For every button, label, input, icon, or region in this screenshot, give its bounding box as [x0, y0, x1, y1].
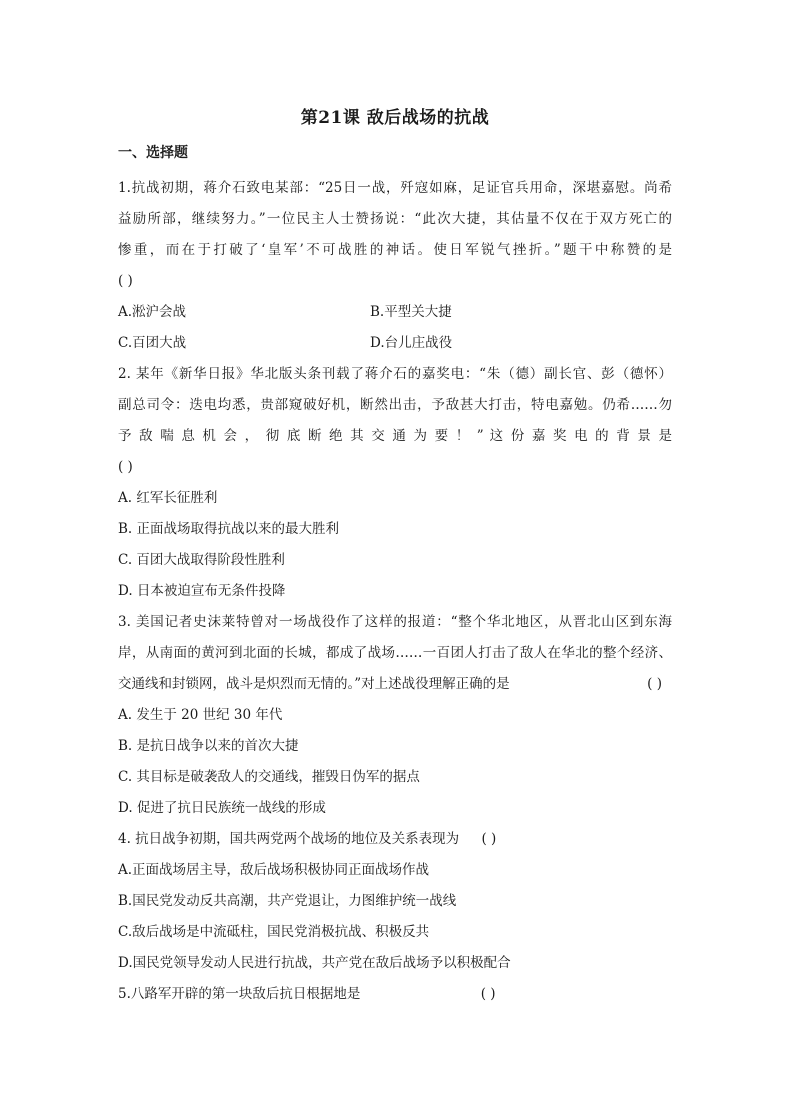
question-4-line-1-row [118, 824, 672, 855]
question-2 [118, 359, 672, 607]
question-5-answer-paren: ( ) [480, 986, 496, 1002]
question-4-answer-paren: ( ) [481, 831, 497, 847]
question-3 [118, 607, 672, 824]
question-2-line-2: 副总司令：迭电均悉，贵部窥破好机，断然出击，予敌甚大打击，特电嘉勉。仍希……勿 [118, 397, 672, 413]
question-1 [118, 173, 672, 359]
option-c: C. 其目标是破袭敌人的交通线，摧毁日伪军的据点 [118, 769, 420, 785]
option-c: C.百团大战 [118, 335, 187, 351]
question-2-options [118, 483, 672, 607]
question-5-line-1-row [118, 979, 672, 1010]
option-d: D.台儿庄战役 [370, 335, 453, 351]
question-2-answer-paren: ( ) [118, 459, 133, 475]
question-4 [118, 824, 672, 979]
option-d: D. 促进了抗日民族统一战线的形成 [118, 800, 326, 816]
question-1-line-3: 惨重，而在于打破了‘皇军’不可战胜的神话。使日军锐气挫折。”题干中称赞的是 [118, 242, 672, 258]
option-d: D.国民党领导发动人民进行抗战，共产党在敌后战场予以积极配合 [118, 955, 511, 971]
option-c: C. 百团大战取得阶段性胜利 [118, 552, 285, 568]
question-3-line-1: 3. 美国记者史沫莱特曾对一场战役作了这样的报道：“整个华北地区，从晋北山区到东海 [118, 614, 672, 630]
option-b: B.国民党发动反共高潮，共产党退让，力图维护统一战线 [118, 893, 457, 909]
option-b: B. 正面战场取得抗战以来的最大胜利 [118, 521, 340, 537]
question-5 [118, 979, 672, 1010]
option-d: D. 日本被迫宣布无条件投降 [118, 583, 286, 599]
document-content [118, 104, 672, 1010]
option-a: A.淞沪会战 [118, 304, 187, 320]
question-3-line-3: 交通线和封锁网，战斗是炽烈而无情的。”对上述战役理解正确的是 [118, 676, 510, 692]
question-3-options [118, 700, 672, 824]
question-3-answer-paren: ( ) [647, 676, 662, 692]
question-5-line-1: 5.八路军开辟的第一块敌后抗日根据地是 [118, 986, 361, 1002]
page-title: 第21课 敌后战场的抗战 [300, 108, 490, 128]
question-1-answer-paren: ( ) [118, 273, 133, 289]
question-2-line-3: 予 敌 喘 息 机 会 ， 彻 底 断 绝 其 交 通 为 要 ！ ” 这 份 嘉 奖 电 的 背 景 是 [118, 428, 672, 444]
question-2-line-1: 2. 某年《新华日报》华北版头条刊载了蒋介石的嘉奖电：“朱（德）副长官、彭（德怀） [118, 366, 672, 382]
option-a: A. 发生于 20 世纪 30 年代 [118, 707, 283, 723]
option-a: A. 红军长征胜利 [118, 490, 218, 506]
option-b: B.平型关大捷 [370, 304, 452, 320]
question-4-options [118, 855, 672, 979]
option-b: B. 是抗日战争以来的首次大捷 [118, 738, 299, 754]
question-3-line-3-row [118, 669, 672, 700]
question-4-line-1: 4. 抗日战争初期，国共两党两个战场的地位及关系表现为 [118, 831, 460, 847]
question-1-options [118, 297, 672, 359]
option-a: A.正面战场居主导，敌后战场积极协同正面战场作战 [118, 862, 430, 878]
option-c: C.敌后战场是中流砥柱，国民党消极抗战、积极反共 [118, 924, 430, 940]
question-1-line-1: 1.抗战初期，蒋介石致电某部：“25日一战，歼寇如麻，足证官兵用命，深堪嘉慰。尚希 [118, 180, 672, 196]
section-heading: 一、选择题 [118, 145, 188, 161]
question-1-line-2: 益励所部，继续努力。”一位民主人士赞扬说：“此次大捷，其估量不仅在于双方死亡的 [118, 211, 672, 227]
question-3-line-2: 岸，从南面的黄河到北面的长城，都成了战场……一百团人打击了敌人在华北的整个经济、 [118, 645, 672, 661]
